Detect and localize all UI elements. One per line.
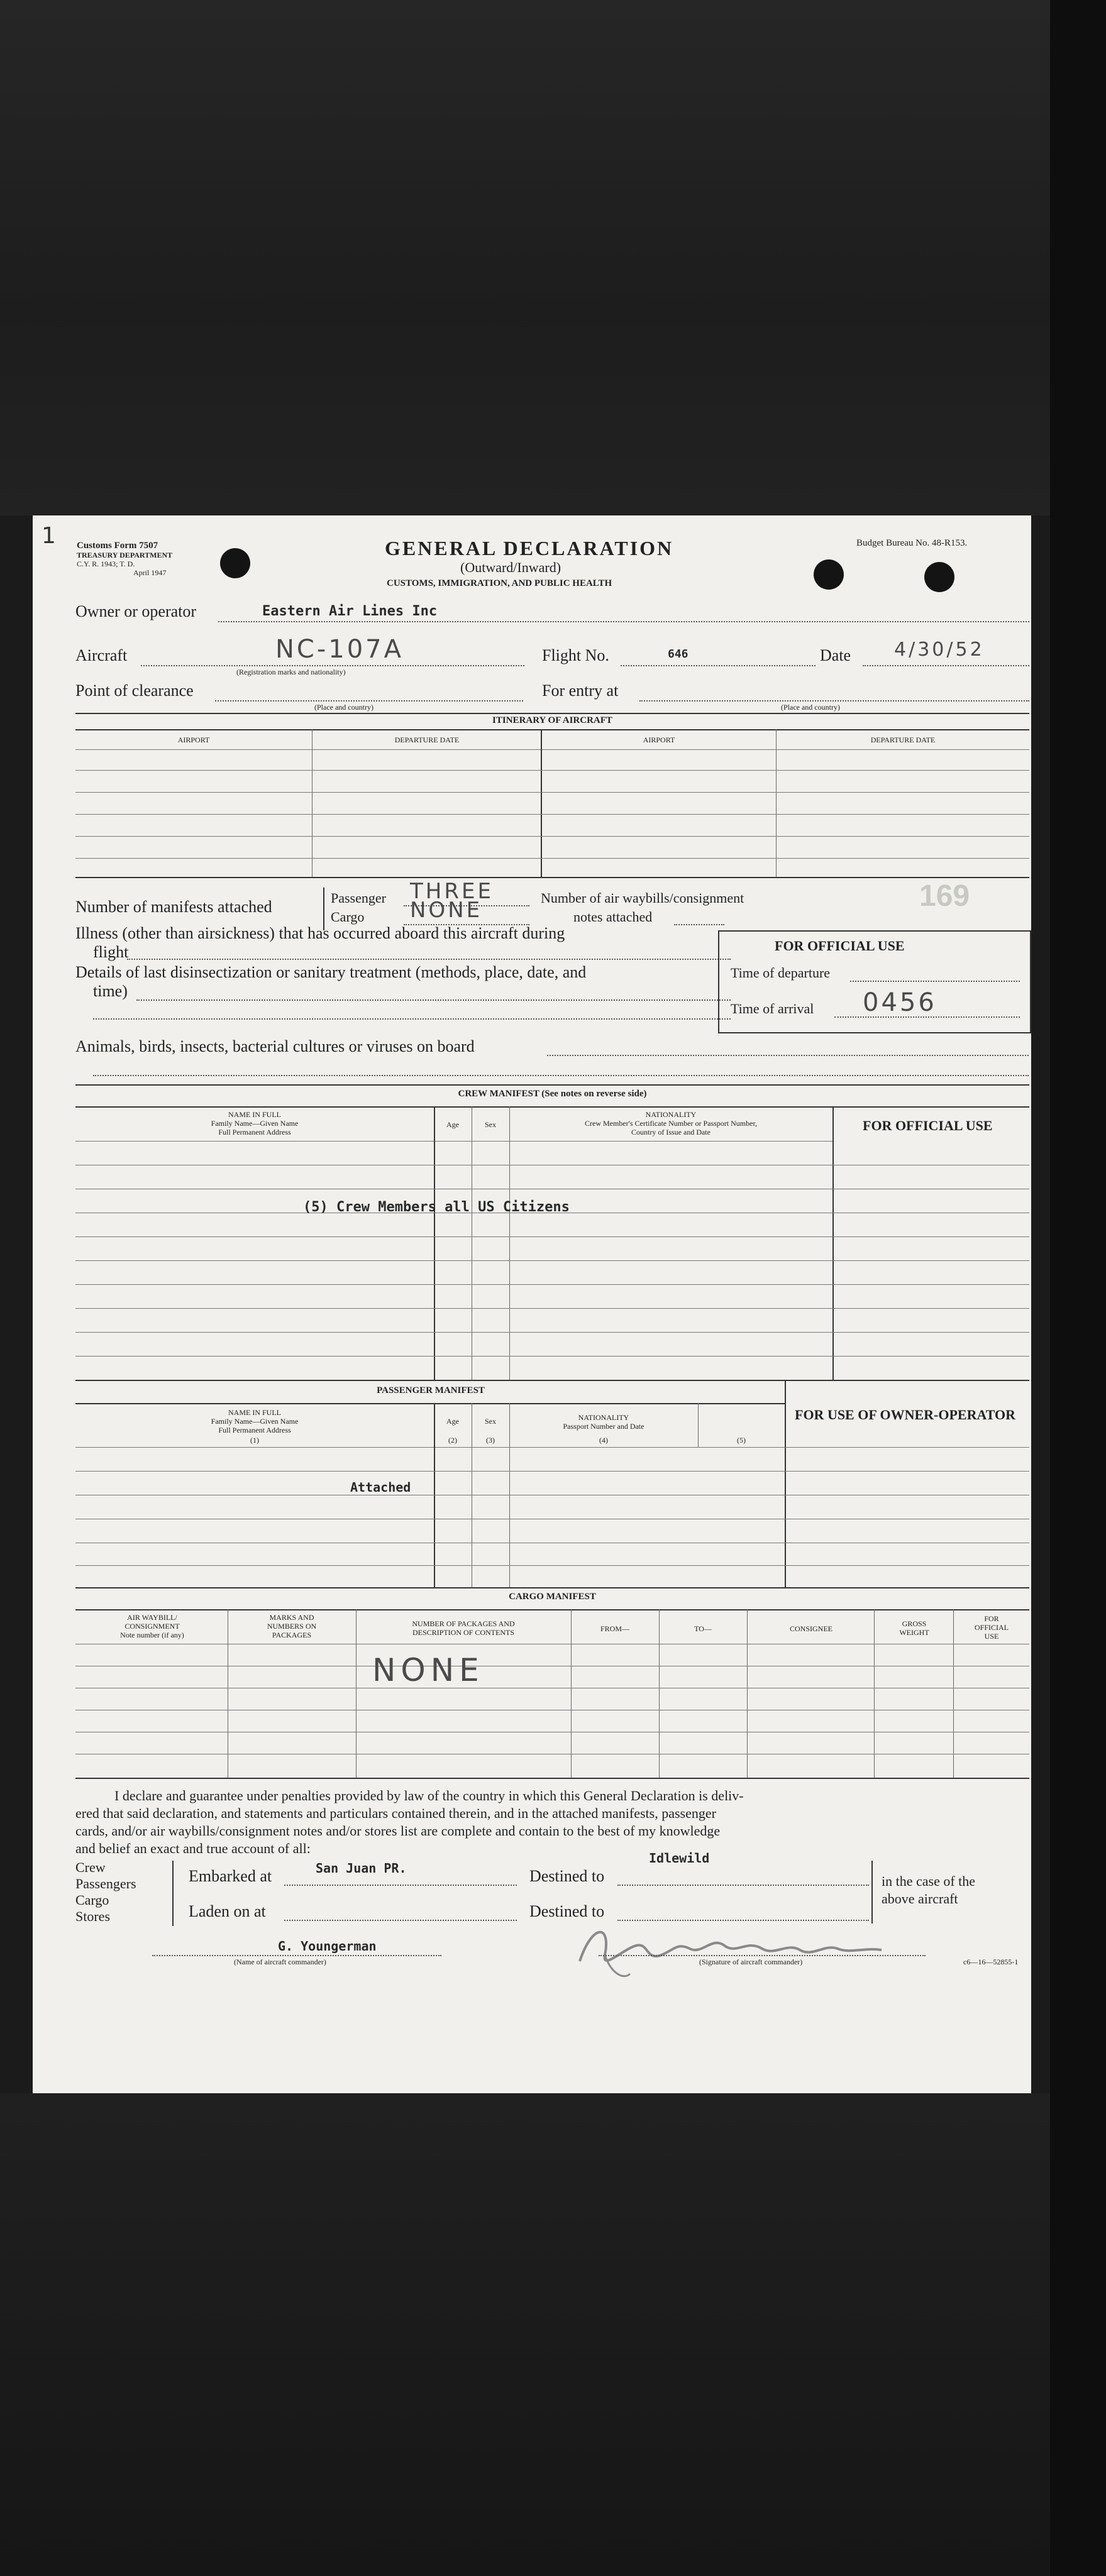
crew-manifest-title: CREW MANIFEST (See notes on reverse side) <box>458 1089 647 1099</box>
col-line <box>785 1380 786 1587</box>
row-line <box>75 814 1029 815</box>
scan-background-bottom <box>0 2093 1106 2576</box>
signature-label: (Signature of aircraft commander) <box>699 1957 803 1966</box>
destined-label: Destined to <box>529 1867 605 1885</box>
destined2-label: Destined to <box>529 1902 605 1920</box>
itinerary-title: ITINERARY OF AIRCRAFT <box>492 715 612 725</box>
entry-line <box>639 700 1029 702</box>
declaration-text: and belief an exact and true account of all: <box>75 1841 311 1856</box>
owner-operator-use: FOR USE OF OWNER-OPERATOR <box>795 1407 1016 1423</box>
signature-line <box>599 1955 926 1956</box>
pax-col-5: (5) <box>737 1436 746 1445</box>
crew-official-use: FOR OFFICIAL USE <box>863 1118 993 1133</box>
divider <box>75 729 1029 730</box>
col-line <box>832 1106 834 1380</box>
row-line <box>75 1236 1029 1237</box>
divider <box>75 713 1029 714</box>
disinsect-label: Details of last disinsectization or sanitary treatment (methods, place, date, and <box>75 963 587 981</box>
crew-col-country: Country of Issue and Date <box>631 1128 711 1137</box>
row-line <box>75 1332 1029 1333</box>
crew-col-address: Full Permanent Address <box>218 1128 291 1137</box>
disinsect-line <box>136 999 731 1001</box>
declaration-crew: Crew <box>75 1859 106 1875</box>
row-line <box>75 1356 1029 1357</box>
animals-line <box>93 1075 1029 1076</box>
animals-label: Animals, birds, insects, bacterial cultures or viruses on board <box>75 1037 475 1055</box>
row-line <box>75 1565 1029 1566</box>
crew-col-name-sub: Family Name—Given Name <box>211 1119 299 1128</box>
departure-time-label: Time of departure <box>731 965 831 981</box>
form-department: TREASURY DEPARTMENT <box>77 551 173 559</box>
page-title: GENERAL DECLARATION <box>385 537 674 559</box>
aircraft-line <box>141 665 524 666</box>
row-line <box>75 792 1029 793</box>
crew-col-sex: Sex <box>485 1120 496 1129</box>
owner-line <box>218 621 1029 622</box>
pax-col-passport: Passport Number and Date <box>563 1422 644 1431</box>
laden-line <box>284 1920 517 1921</box>
cargo-col-official: OFFICIAL <box>974 1623 1009 1632</box>
waybills-label: Number of air waybills/consignment <box>541 890 744 906</box>
col-line <box>434 1106 435 1380</box>
divider <box>75 1380 1029 1381</box>
commander-label: (Name of aircraft commander) <box>234 1957 326 1966</box>
pax-col-num: (1) <box>250 1436 259 1445</box>
cargo-col-packages: PACKAGES <box>272 1631 312 1639</box>
arrival-time-label: Time of arrival <box>731 1001 814 1016</box>
declaration-text: ered that said declaration, and statements and particulars contained therein, and in the attached manifests, passenger <box>75 1805 716 1821</box>
bracket <box>172 1861 174 1926</box>
agencies-line: CUSTOMS, IMMIGRATION, AND PUBLIC HEALTH <box>387 578 612 588</box>
date-value: 4/30/52 <box>894 639 985 661</box>
crew-col-name: NAME IN FULL <box>228 1110 281 1119</box>
animals-line <box>547 1055 1029 1056</box>
row-line <box>75 770 1029 771</box>
crew-col-age: Age <box>446 1120 459 1129</box>
cargo-col-gross: GROSS <box>902 1619 927 1628</box>
crew-col-certificate: Crew Member's Certificate Number or Passport Number, <box>585 1119 757 1128</box>
declaration-text: cards, and/or air waybills/consignment notes and/or stores list are complete and contain to the best of my knowledge <box>75 1823 721 1839</box>
col-line <box>509 1106 510 1380</box>
clearance-label: Point of clearance <box>75 681 194 700</box>
entry-label: For entry at <box>542 681 619 700</box>
declaration-cargo: Cargo <box>75 1892 109 1908</box>
divider <box>75 1106 1029 1108</box>
scan-background-top <box>0 0 1106 515</box>
passenger-entry: Attached <box>350 1480 411 1495</box>
arrival-time-value: 0456 <box>863 988 937 1017</box>
itinerary-col-departure: DEPARTURE DATE <box>394 735 460 744</box>
flight-line <box>621 665 816 666</box>
owner-label: Owner or operator <box>75 602 197 620</box>
aircraft-note: (Registration marks and nationality) <box>236 668 346 676</box>
form-edition: April 1947 <box>133 568 167 577</box>
commander-name: G. Youngerman <box>278 1939 377 1954</box>
row-line <box>75 836 1029 837</box>
disinsect-line <box>93 1018 731 1020</box>
cargo-col-from: FROM— <box>600 1624 629 1633</box>
cargo-entry: NONE <box>372 1652 484 1688</box>
declaration-passengers: Passengers <box>75 1876 136 1891</box>
cargo-col-for: FOR <box>984 1614 999 1623</box>
form-regulation: C.Y. R. 1943; T. D. <box>77 559 135 568</box>
pax-col-age-num: (2) <box>448 1436 457 1445</box>
manifests-label: Number of manifests attached <box>75 898 272 916</box>
page-subtitle: (Outward/Inward) <box>460 559 561 575</box>
declaration-stores: Stores <box>75 1908 110 1924</box>
general-declaration-form <box>33 515 1031 2093</box>
budget-bureau: Budget Bureau No. 48-R153. <box>856 538 968 548</box>
aircraft-value: NC-107A <box>275 635 404 664</box>
print-code: c6—16—52855-1 <box>963 1957 1019 1966</box>
divider <box>75 1084 1029 1086</box>
col-line <box>541 729 542 877</box>
passenger-label: Passenger <box>331 890 386 906</box>
cargo-col-use: USE <box>984 1632 999 1641</box>
form-number: Customs Form 7507 <box>77 541 158 551</box>
divider <box>75 877 1029 878</box>
cargo-col-consignee: CONSIGNEE <box>790 1624 832 1633</box>
pax-col-sex: Sex <box>485 1417 496 1426</box>
commander-line <box>152 1955 441 1956</box>
itinerary-col-departure: DEPARTURE DATE <box>870 735 936 744</box>
itinerary-col-airport: AIRPORT <box>177 735 210 744</box>
pax-col-age: Age <box>446 1417 459 1426</box>
cargo-col-note: Note number (if any) <box>120 1631 184 1639</box>
cargo-col-description: DESCRIPTION OF CONTENTS <box>412 1628 514 1637</box>
cargo-col-waybill: AIR WAYBILL/ <box>127 1613 177 1622</box>
laden-label: Laden on at <box>189 1902 266 1920</box>
passenger-manifest-title: PASSENGER MANIFEST <box>377 1385 485 1395</box>
row-line <box>75 1447 1029 1448</box>
row-line <box>75 1141 833 1142</box>
col-line <box>776 729 777 877</box>
itinerary-col-airport: AIRPORT <box>643 735 675 744</box>
declaration-text: I declare and guarantee under penalties provided by law of the country in which this General Declaration is deliv- <box>114 1788 744 1803</box>
date-line <box>863 665 1029 666</box>
illness-label-2: flight <box>93 943 129 961</box>
punch-hole <box>924 562 954 592</box>
row-line <box>75 1260 1029 1261</box>
cargo-col-marks: MARKS AND <box>269 1613 314 1622</box>
pax-col-nationality: NATIONALITY <box>578 1413 629 1422</box>
col-line <box>698 1403 699 1447</box>
illness-label: Illness (other than airsickness) that has occurred aboard this aircraft during <box>75 924 565 942</box>
pax-col-sex-num: (3) <box>486 1436 495 1445</box>
flight-value: 646 <box>668 647 688 661</box>
signature <box>567 1911 919 1986</box>
embarked-label: Embarked at <box>189 1867 272 1885</box>
notes-line <box>674 924 724 925</box>
official-use-title: FOR OFFICIAL USE <box>775 938 905 954</box>
case-text: in the case of the <box>882 1873 976 1889</box>
destined-value: Idlewild <box>649 1851 710 1866</box>
margin-mark: 1 <box>41 523 56 549</box>
cargo-col-consignment: CONSIGNMENT <box>124 1622 180 1631</box>
embarked-value: San Juan PR. <box>316 1861 407 1876</box>
disinsect-label-2: time) <box>93 982 128 1000</box>
row-line <box>75 1284 1029 1285</box>
row-line <box>75 749 1029 750</box>
case-text-2: above aircraft <box>882 1891 958 1907</box>
scan-edge <box>1050 0 1106 2576</box>
row-line <box>75 1471 1029 1472</box>
punch-hole <box>814 559 844 590</box>
divider <box>75 1403 786 1404</box>
pax-col-name-sub: Family Name—Given Name <box>211 1417 299 1426</box>
cargo-col-to: TO— <box>694 1624 712 1633</box>
entry-note: (Place and country) <box>781 703 840 712</box>
flight-label: Flight No. <box>542 646 609 664</box>
owner-value: Eastern Air Lines Inc <box>262 603 438 619</box>
stamp-number: 169 <box>919 879 970 913</box>
cargo-label: Cargo <box>331 909 365 925</box>
crew-entry: (5) Crew Members all US Citizens <box>303 1199 570 1215</box>
cargo-col-weight: WEIGHT <box>899 1628 929 1637</box>
row-line <box>75 1308 1029 1309</box>
pax-col-address: Full Permanent Address <box>218 1426 291 1434</box>
pax-col-nat-num: (4) <box>599 1436 608 1445</box>
cargo-col-numbers: NUMBERS ON <box>267 1622 317 1631</box>
crew-col-nationality: NATIONALITY <box>645 1110 697 1119</box>
punch-hole <box>220 548 250 578</box>
row-line <box>75 858 1029 859</box>
notes-attached-label: notes attached <box>573 909 653 925</box>
cargo-count: NONE <box>410 898 483 923</box>
aircraft-label: Aircraft <box>75 646 128 664</box>
pax-col-name: NAME IN FULL <box>228 1408 281 1417</box>
date-label: Date <box>820 646 851 664</box>
cargo-manifest-title: CARGO MANIFEST <box>509 1592 596 1602</box>
divider <box>75 1587 1029 1588</box>
clearance-line <box>215 700 523 702</box>
embarked-line <box>284 1885 517 1886</box>
clearance-note: (Place and country) <box>314 703 373 712</box>
divider <box>75 1778 1029 1779</box>
departure-time-line <box>850 981 1020 982</box>
cargo-col-pkg-count: NUMBER OF PACKAGES AND <box>412 1619 515 1628</box>
illness-line <box>127 959 731 960</box>
divider <box>75 1609 1029 1610</box>
passenger-count: THREE <box>410 879 494 904</box>
destined-line <box>617 1885 869 1886</box>
